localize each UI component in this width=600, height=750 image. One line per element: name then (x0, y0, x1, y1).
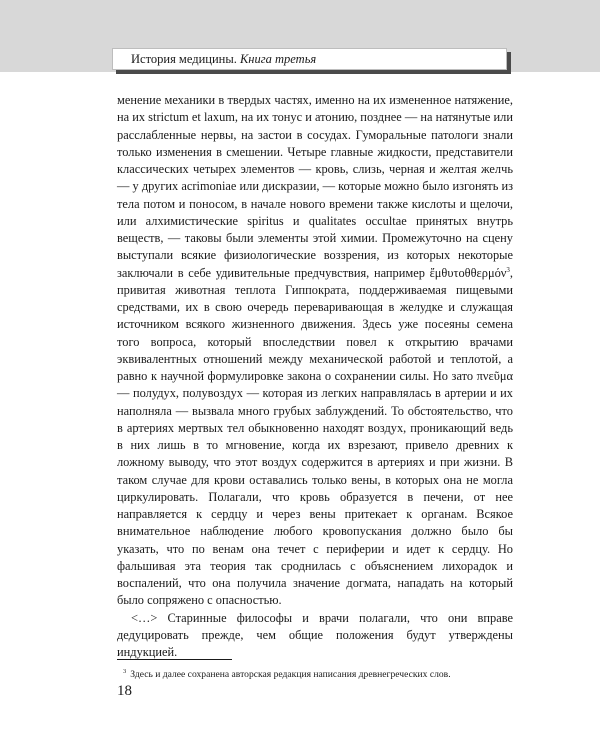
footnote-reference: 3 (506, 265, 510, 274)
paragraph-1-continuation: , привитая животная теплота Гиппократа, поддерживаемая пищевыми средствами, их в свою очередь переваривающая в желудке и служащая источником всякого жизненного движения. Здесь уже посеяны семена того вопроса, который впоследствии повел к открытию врачами эквивалентных отношений между механической работой и теплотой, а равно к научной формулировке закона о сохранении силы. Но зато πνεῦμα — полудух, полувоздух — которая из легких направлялась в артерии и их наполняла — вызвала много грубых заблуждений. То обстоятельство, что в артериях мертвых тел обыкновенно находят воздух, проникающий ведь в них лишь в то мгновение, когда их взрезают, привело древних к ложному выводу, что этот воздух содержится в артериях и при жизни. В таком случае для крови оставались только вены, в которых она не могла циркулировать. Полагали, что кровь образуется в печени, от нее направляется к сердцу и через вены притекает к органам. Всякое внимательное наблюдение любого кровопускания должно было бы указать, что по венам она течет с периферии и идет к сердцу. Но фальшивая эта теория так сроднилась с объяснением лихорадок и воспалений, что она получила значение догмата, нападать на который было сопряжено с опасностью. (117, 265, 513, 608)
paragraph-1-text: менение механики в твердых частях, именно на их измененное натяжение, на их strictum et laxum, на их тонус и атонию, позднее — на натянутые или расслабленные нервы, на застои в сосудах. Гуморальные патологи знали только изменения в смешении. Четыре главные жидкости, представители классических четырех элементов — кровь, слизь, черная и желтая желчь — у других acrimoniae или дискразии, — которые можно было изгонять из тела потом и поносом, в начале нового времени также кислоты и щелочи, или алхимистические spiritus и qualitates occultae принятых внутрь веществ, — таковы были элементы этой химии. Промежуточно на сцену выступали всякие физиологические воззрения, из которых некоторые заключали в себе удивительные предчувствия, например ἔμθυτοθθερμόν (117, 93, 513, 280)
paragraph-2: <…> Старинные философы и врачи полагали, что они вправе дедуцировать прежде, чем общие положения будут утверждены индукцией. (117, 610, 513, 659)
footnote-text: Здесь и далее сохранена авторская редакция написания древнегреческих слов. (130, 669, 451, 681)
running-head-series: История медицины. (131, 52, 237, 66)
footnote-divider (117, 659, 232, 660)
running-head (112, 48, 507, 70)
running-head-part: Книга третья (240, 52, 317, 66)
main-text (117, 92, 513, 661)
page-number: 18 (117, 683, 132, 699)
footnote-number: 3 (123, 668, 127, 675)
paragraph-1 (117, 92, 513, 610)
footnote (117, 666, 513, 681)
